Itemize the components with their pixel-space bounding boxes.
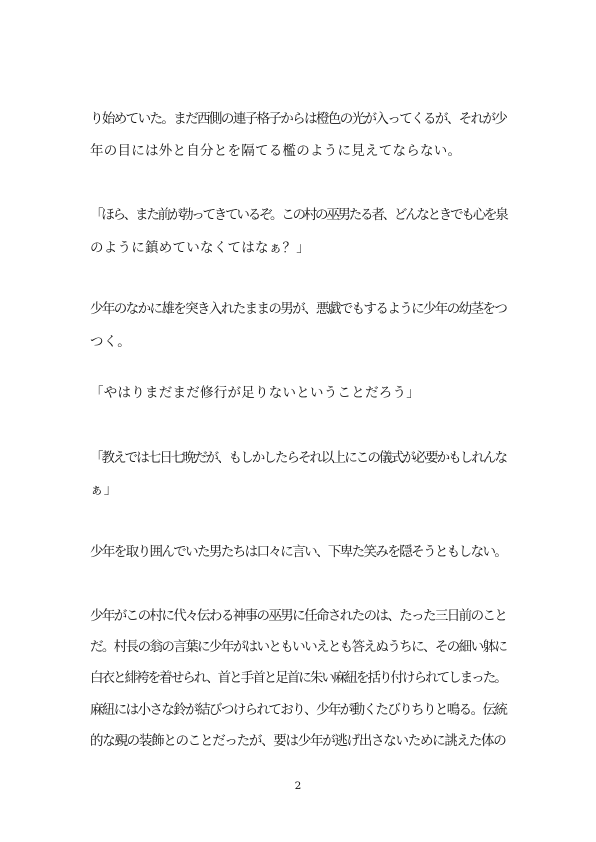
text-line: 麻紐には小さな鈴が結びつけられており、少年が動くたびりちりと鳴る。伝統: [90, 702, 507, 718]
text-line: り始めていた。まだ西側の連子格子からは橙色の光が入ってくるが、それが少: [90, 111, 507, 127]
text-line: 「ほら、また前が勃ってきているぞ。この村の巫男たる者、どんなときでも心を泉: [90, 207, 507, 223]
text-line: 「教えでは七日七晩だが、もしかしたらそれ以上にこの儀式が必要かもしれんな: [90, 450, 506, 466]
text-line: 少年のなかに雄を突き入れたままの男が、悪戯でもするように少年の幼茎をつ: [90, 301, 507, 317]
text-line: 「やはりまだまだ修行が足りないということだろう」: [90, 385, 420, 401]
text-line: 的な覡の装飾とのことだったが、要は少年が逃げ出さないために誂えた体の: [90, 733, 506, 749]
text-line: 年の目には外と自分とを隔てる檻のように見えてならない。: [90, 143, 462, 159]
text-line: のように鎮めていなくてはなぁ？」: [90, 240, 310, 256]
text-line: つく。: [90, 334, 131, 350]
text-line: ぁ」: [90, 482, 118, 498]
page-number: 2: [294, 780, 302, 792]
text-line: だ。村長の翁の言葉に少年がはいともいいえとも答えぬうちに、その細い躰に: [90, 639, 507, 655]
text-line: 白衣と緋袴を着せられ、首と手首と足首に朱い麻紐を括り付けられてしまった。: [90, 670, 506, 686]
text-line: 少年がこの村に代々伝わる神事の巫男に任命されたのは、たった三日前のこと: [90, 608, 507, 624]
text-line: 少年を取り囲んでいた男たちは口々に言い、下卑た笑みを隠そうともしない。: [90, 544, 507, 560]
